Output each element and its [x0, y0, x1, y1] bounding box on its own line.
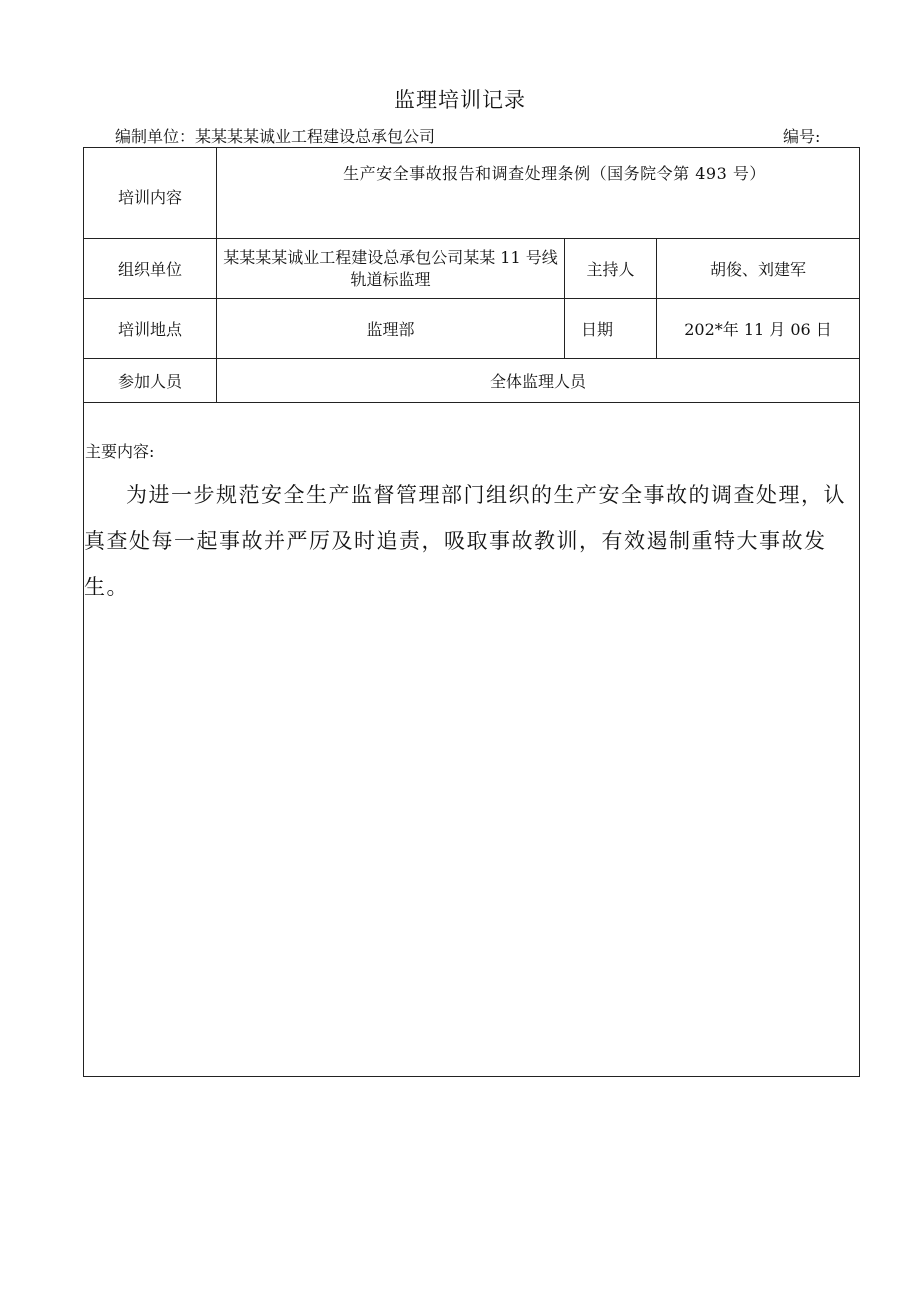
training-content-label: 培训内容	[84, 148, 217, 239]
location-row	[84, 299, 860, 359]
organizer-row	[84, 239, 860, 299]
training-content-value: 生产安全事故报告和调查处理条例（国务院令第 493 号）	[217, 148, 860, 239]
location-label: 培训地点	[84, 299, 217, 359]
organizer-value: 某某某某诚业工程建设总承包公司某某 11 号线轨道标监理	[217, 239, 565, 299]
host-value: 胡俊、刘建军	[657, 239, 860, 299]
organizer-label: 组织单位	[84, 239, 217, 299]
participants-label: 参加人员	[84, 359, 217, 403]
date-label: 日期	[565, 299, 657, 359]
host-label: 主持人	[565, 239, 657, 299]
record-table	[83, 147, 860, 1077]
compiling-unit: 编制单位：某某某某诚业工程建设总承包公司	[115, 127, 436, 146]
date-value: 202*年 11 月 06 日	[657, 299, 860, 359]
training-content-row	[84, 148, 860, 239]
record-number-label: 编号:	[783, 127, 821, 146]
location-value: 监理部	[217, 299, 565, 359]
page-title: 监理培训记录	[394, 88, 526, 112]
participants-value: 全体监理人员	[217, 359, 860, 403]
participants-row	[84, 359, 860, 403]
main-content-body: 为进一步规范安全生产监督管理部门组织的生产安全事故的调查处理，认真查处每一起事故并严厉及时追责，吸取事故教训，有效遏制重特大事故发生。	[84, 483, 846, 599]
main-content-heading: 主要内容:	[85, 442, 155, 461]
main-content-row	[84, 403, 860, 1077]
main-content-cell	[84, 403, 860, 1077]
